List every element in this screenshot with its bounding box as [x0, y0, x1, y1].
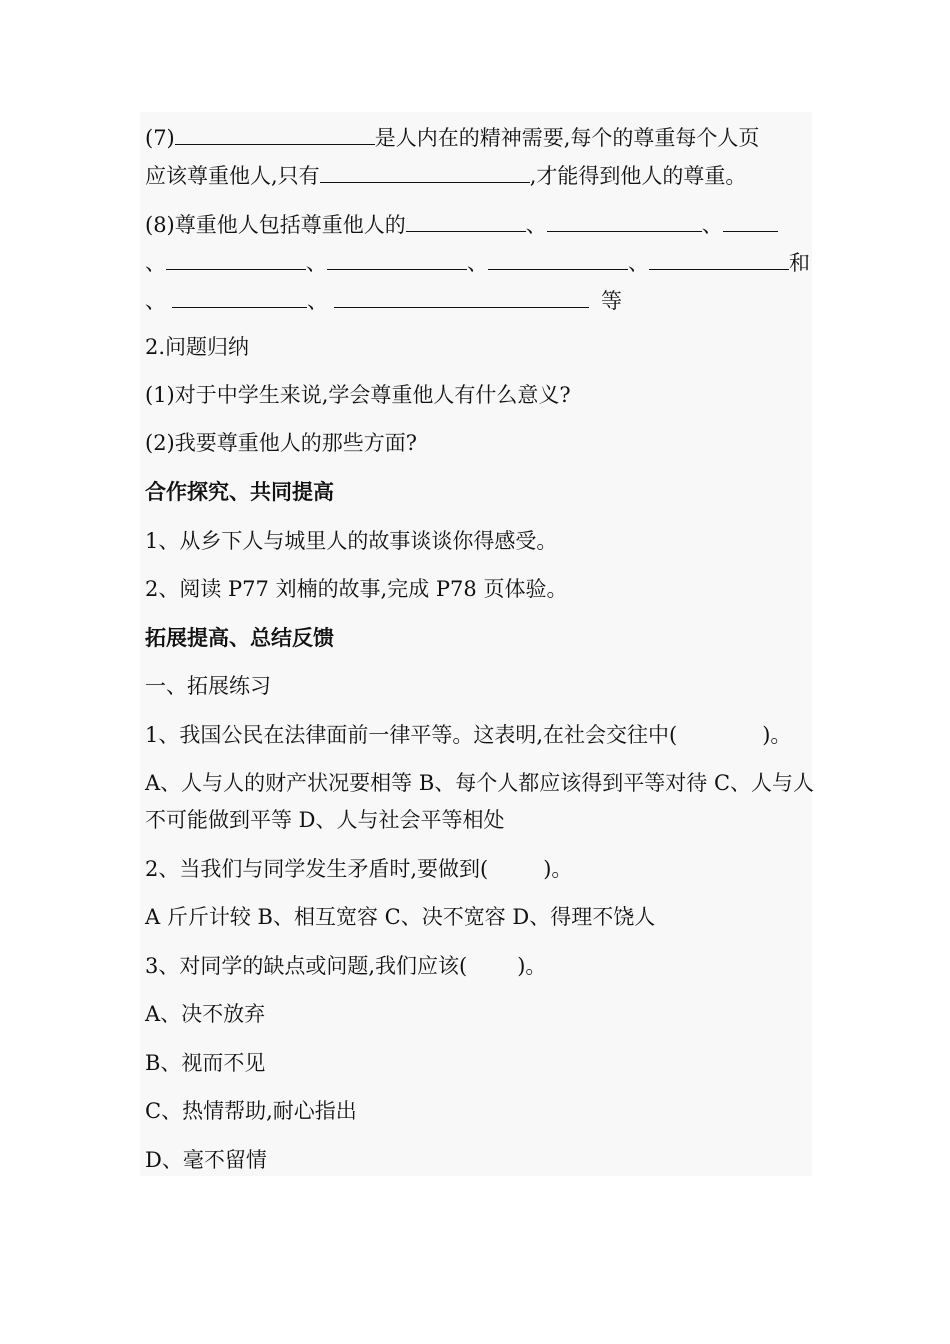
q8-etc: 等: [601, 289, 622, 313]
separator: 、: [145, 251, 166, 275]
q8-blank-4[interactable]: [166, 249, 306, 270]
mc-q2-close: )。: [543, 857, 573, 881]
separator: 、: [628, 251, 649, 275]
mc-q3-option-c: C、热情帮助,耐心指出: [145, 1099, 357, 1123]
extend-subheading: 一、拓展练习: [145, 674, 271, 698]
q8-line-2: [145, 249, 810, 275]
q8-text: (8)尊重他人包括尊重他人的: [145, 213, 406, 237]
q8-blank-3[interactable]: [723, 211, 778, 232]
section-heading-cooperate: 合作探究、共同提高: [145, 479, 334, 504]
mc-q2-options: A 斤斤计较 B、相互宽容 C、决不宽容 D、得理不饶人: [145, 905, 656, 929]
mc-q3-stem: 3、对同学的缺点或问题,我们应该(: [145, 954, 468, 978]
q7-line-1: [145, 124, 810, 150]
q8-line-1: [145, 211, 810, 237]
q7-text-3: ,才能得到他人的尊重。: [529, 164, 747, 188]
q8-blank-6[interactable]: [488, 249, 628, 270]
q8-blank-8[interactable]: [172, 287, 307, 308]
mc-q2-stem: 2、当我们与同学发生矛盾时,要做到(: [145, 857, 489, 881]
mc-question-1: [145, 723, 810, 747]
separator: 、: [525, 213, 547, 237]
mc-question-3: [145, 954, 810, 978]
q7-blank-1[interactable]: [175, 124, 375, 145]
q7-line-2: [145, 162, 810, 188]
q7-blank-2[interactable]: [320, 162, 530, 183]
separator: 、: [306, 251, 327, 275]
q7-number: (7): [145, 126, 175, 150]
q8-and: 和: [789, 251, 810, 275]
q8-blank-1[interactable]: [406, 211, 526, 232]
separator: 、: [467, 251, 488, 275]
mc-q3-option-d: D、毫不留情: [145, 1148, 267, 1172]
q8-blank-9[interactable]: [334, 287, 589, 308]
mc-q3-option-a: A、决不放弃: [145, 1002, 266, 1026]
separator: 、: [701, 213, 723, 237]
mc-q1-stem: 1、我国公民在法律面前一律平等。这表明,在社会交往中(: [145, 723, 678, 747]
section-heading-extend: 拓展提高、总结反馈: [145, 625, 334, 650]
q8-line-3: [145, 287, 810, 313]
mc-q1-close: )。: [762, 723, 792, 747]
separator: 、: [307, 289, 328, 313]
mc-q1-options-2: 不可能做到平等 D、人与社会平等相处: [145, 808, 505, 832]
question-1: (1)对于中学生来说,学会尊重他人有什么意义?: [145, 383, 571, 407]
q7-text-2: 应该尊重他人,只有: [145, 164, 320, 188]
cooperate-item-1: 1、从乡下人与城里人的故事谈谈你得感受。: [145, 529, 558, 553]
section-heading-questions: 2.问题归纳: [145, 335, 250, 359]
mc-q1-options-1: A、人与人的财产状况要相等 B、每个人都应该得到平等对待 C、人与人: [145, 771, 815, 795]
q7-text: 是人内在的精神需要,每个的尊重每个人页: [374, 126, 760, 150]
cooperate-item-2: 2、阅读 P77 刘楠的故事,完成 P78 页体验。: [145, 577, 568, 601]
mc-q3-close: )。: [517, 954, 547, 978]
q8-blank-2[interactable]: [547, 211, 702, 232]
separator: 、: [145, 289, 166, 313]
mc-q3-option-b: B、视而不见: [145, 1051, 266, 1075]
q8-blank-7[interactable]: [649, 249, 789, 270]
q8-blank-5[interactable]: [327, 249, 467, 270]
question-2: (2)我要尊重他人的那些方面?: [145, 431, 418, 455]
mc-question-2: [145, 857, 810, 881]
